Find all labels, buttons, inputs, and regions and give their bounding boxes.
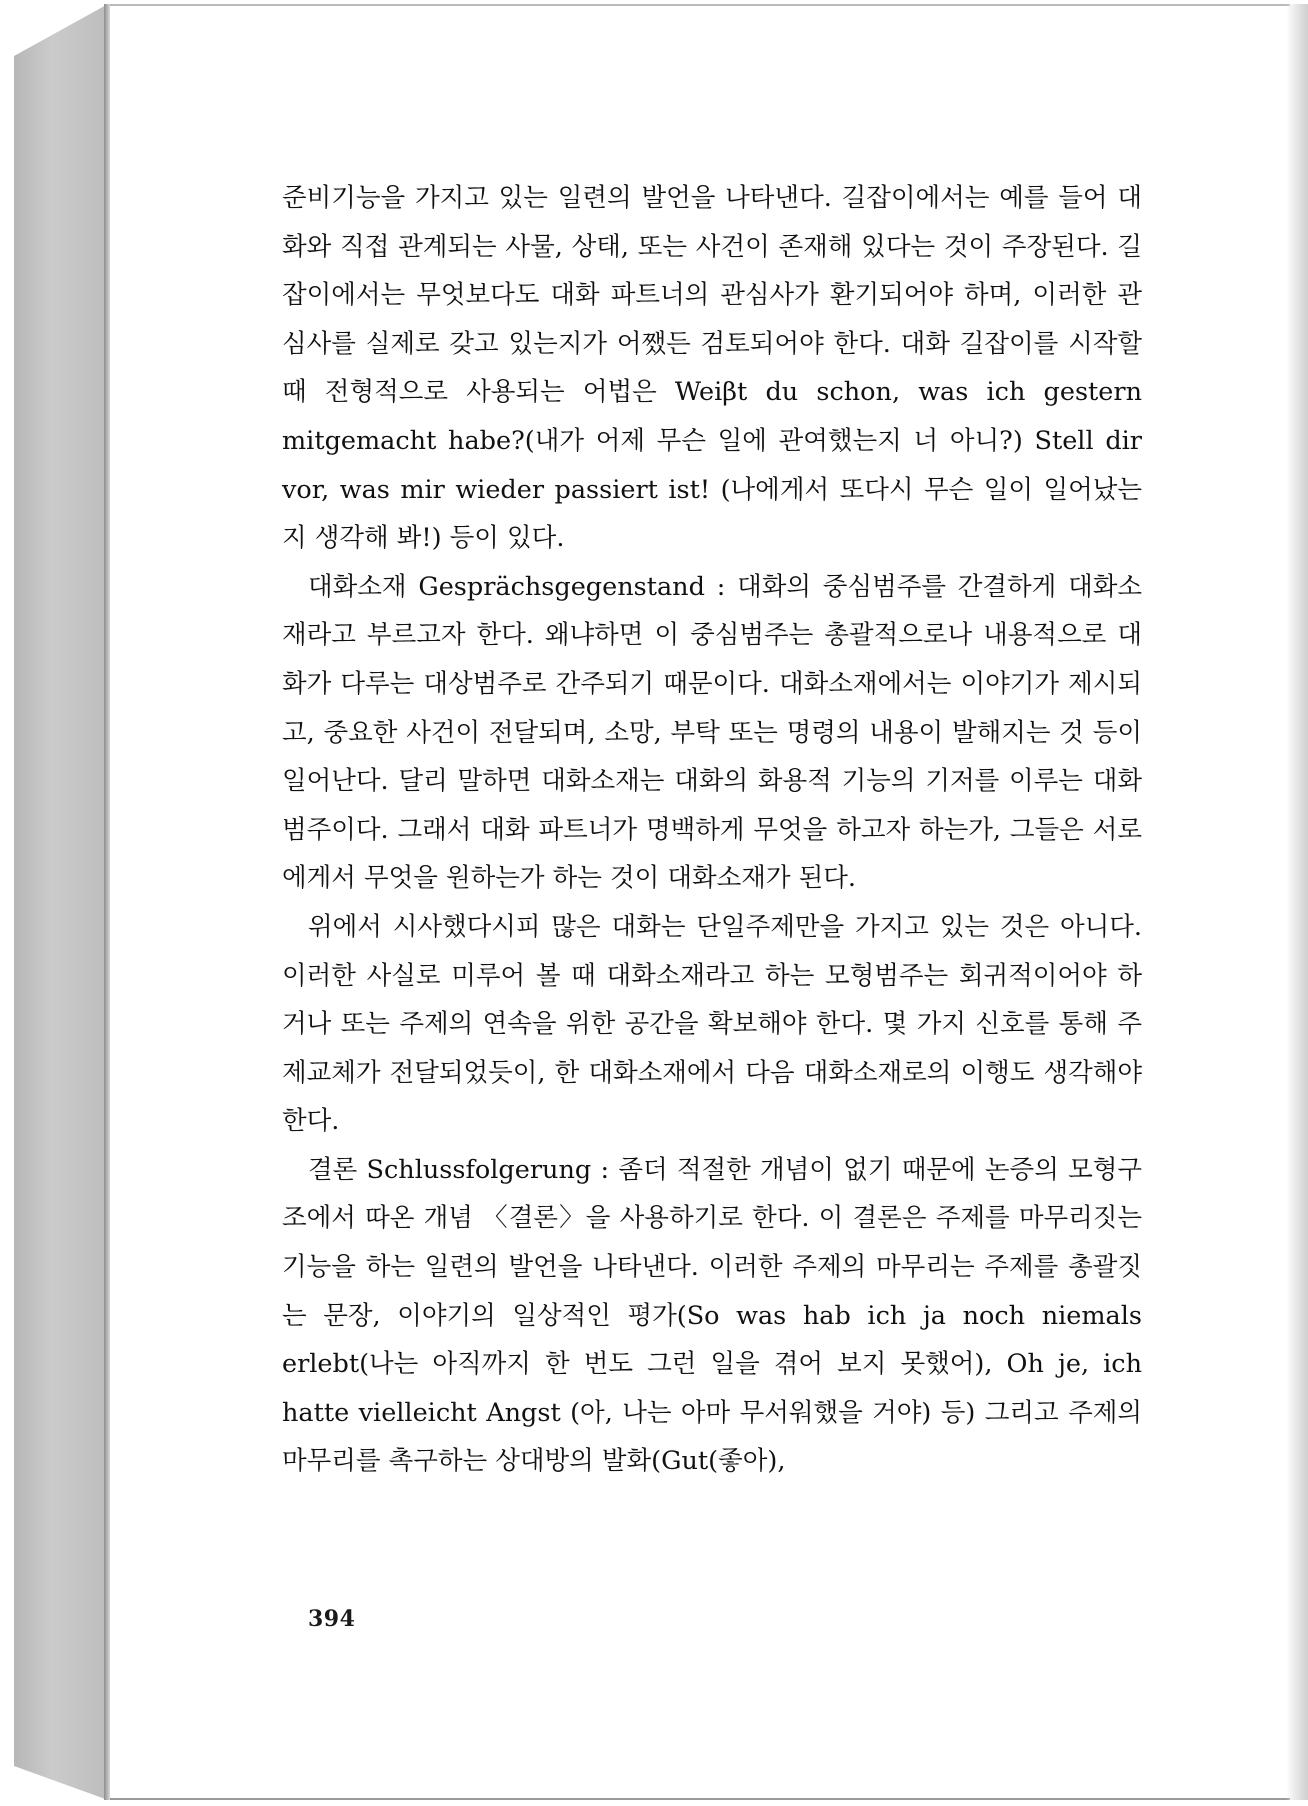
paragraph-topic-sequence: 위에서 시사했다시피 많은 대화는 단일주제만을 가지고 있는 것은 아니다. 이러한 사실로 미루어 볼 때 대화소재라고 하는 모형범주는 회귀적이어야 하거나 또는 주제의 연속을 위한 공간을 확보해야 한다. 몇 가지 신호를 통해 주제교체가 전달되었듯이, 한 대화소재에서 다음 대화소재로의 이행도 생각해야 한다. — [282, 911, 1142, 1137]
body-text — [282, 174, 1142, 1486]
book-spine — [14, 4, 108, 1800]
paragraph-schlussfolgerung: 결론 Schlussfolgerung : 좀더 적절한 개념이 없기 때문에 논증의 모형구조에서 따온 개념 〈결론〉을 사용하기로 한다. 이 결론은 주제를 마무리짓는 기능을 하는 일련의 발언을 나타낸다. 이러한 주제의 마무리는 주제를 총괄짓는 문장, 이야기의 일상적인 평가(So was hab ich ja noch niemals erlebt(나는 아직까지 한 번도 그런 일을 겪어 보지 못했어), Oh je, ich hatte vielleicht Angst (아, 나는 아마 무서워했을 거야) 등) 그리고 주제의 마무리를 촉구하는 상대방의 발화(Gut(좋아), — [282, 1154, 1142, 1477]
page-number: 394 — [308, 1606, 356, 1632]
paragraph-gespraechsgegenstand: 대화소재 Gesprächsgegenstand : 대화의 중심범주를 간결하게 대화소재라고 부르고자 한다. 왜냐하면 이 중심범주는 총괄적으로나 내용적으로 대화가 다루는 대상범주로 간주되기 때문이다. 대화소재에서는 이야기가 제시되고, 중요한 사건이 전달되며, 소망, 부탁 또는 명령의 내용이 발해지는 것 등이 일어난다. 달리 말하면 대화소재는 대화의 화용적 기능의 기저를 이루는 대화범주이다. 그래서 대화 파트너가 명백하게 무엇을 하고자 하는가, 그들은 서로에게서 무엇을 원하는가 하는 것이 대화소재가 된다. — [282, 571, 1142, 894]
paragraph-intro-continued: 준비기능을 가지고 있는 일련의 발언을 나타낸다. 길잡이에서는 예를 들어 대화와 직접 관계되는 사물, 상태, 또는 사건이 존재해 있다는 것이 주장된다. 길잡이에서는 무엇보다도 대화 파트너의 관심사가 환기되어야 하며, 이러한 관심사를 실제로 갖고 있는지가 어쨌든 검토되어야 한다. 대화 길잡이를 시작할 때 전형적으로 사용되는 어법은 Weiβt du schon, was ich gestern mitgemacht habe?(내가 어제 무슨 일에 관여했는지 너 아니?) Stell dir vor, was mir wieder passiert ist! (나에게서 또다시 무슨 일이 일어났는지 생각해 봐!) 등이 있다. — [282, 183, 1142, 554]
page-edge-shadow — [1286, 4, 1308, 1800]
